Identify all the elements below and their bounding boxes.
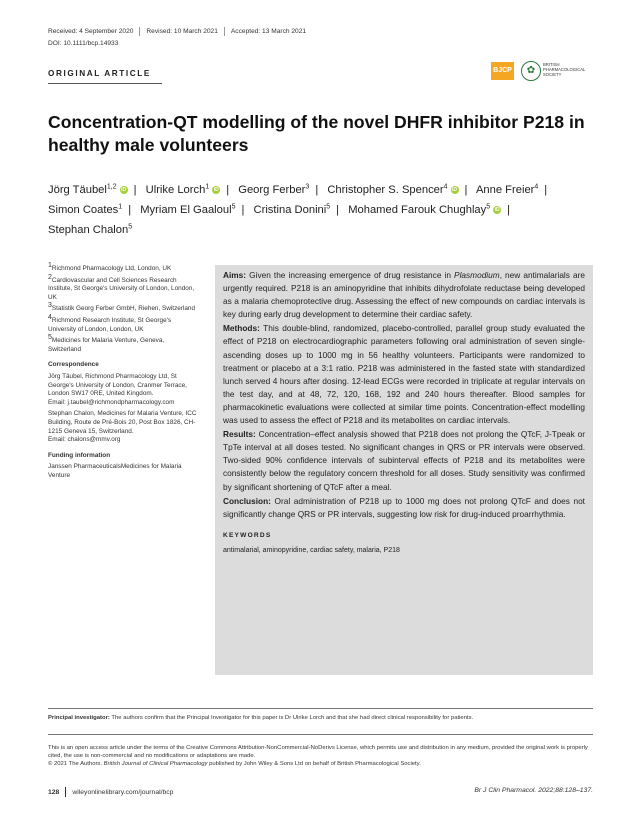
- article-type: ORIGINAL ARTICLE: [48, 69, 151, 78]
- divider: [48, 708, 593, 709]
- author-separator: |: [464, 184, 468, 196]
- author-separator: |: [336, 204, 340, 216]
- received-date: Received: 4 September 2020: [48, 28, 134, 36]
- page-footer: [48, 787, 593, 797]
- bps-logo-text: BRITISH PHARMACOLOGICAL SOCIETY: [543, 62, 586, 77]
- author: Christopher S. Spencer$^4$ iD: [327, 183, 458, 196]
- page-number: 128: [48, 788, 60, 796]
- journal-citation: Br J Clin Pharmacol. 2022;88:128–137.: [474, 787, 593, 794]
- author-separator: |: [128, 204, 132, 216]
- correspondence-email-2[interactable]: Email: chalons@mmv.org: [48, 436, 121, 444]
- bjcp-logo: BJCP: [491, 62, 514, 80]
- abstract-aims: Aims: Given the increasing emergence of drug resistance in Plasmodium, new antimalarials are urgently required. P218 is an aminopyridine that inhibits dihydrofolate reductase being developed as a malaria chemoprotective drug. Assessing the effect of new compounds on cardiac intervals is key during early drug development to determine their cardiac safety.: [223, 270, 585, 320]
- orcid-icon[interactable]: iD: [121, 187, 127, 194]
- correspondence-block-1: Jörg Täubel, Richmond Pharmacology Ltd, St George's University of London, Cranmer Terrace, London SW17 0RE, United Kingdom. Email: j.taubel@richmondpharmacology.com: [48, 372, 187, 406]
- affiliation: $^4$Richmond Research Institute, St George's University of London, London, UK: [48, 313, 172, 333]
- funding-text: Janssen PharmaceuticalsMedicines for Malaria Venture: [48, 463, 182, 479]
- correspondence-email-1[interactable]: Email: j.taubel@richmondpharmacology.com: [48, 398, 175, 406]
- author: Cristina Donini$^5$: [253, 203, 331, 216]
- author-separator: |: [544, 184, 548, 196]
- article-type-underline: [48, 83, 162, 84]
- author: Mohamed Farouk Chughlay$^5$ iD: [348, 203, 500, 216]
- principal-investigator-note: Principal investigator: The authors confirm that the Principal Investigator for this paper is Dr Ulrike Lorch and that she had direct clinical responsibility for patients.: [48, 715, 474, 721]
- author: Myriam El Gaaloul$^5$: [140, 203, 236, 216]
- author: Georg Ferber$^3$: [238, 183, 310, 196]
- divider: [48, 734, 593, 735]
- author-separator: |: [507, 204, 511, 216]
- keywords: antimalarial, aminopyridine, cardiac safety, malaria, P218: [223, 546, 400, 554]
- author-separator: |: [133, 184, 137, 196]
- abstract-box: [215, 265, 593, 675]
- orcid-icon[interactable]: iD: [452, 187, 458, 194]
- side-column: [48, 261, 198, 483]
- author: Simon Coates$^1$: [48, 203, 123, 216]
- abstract-results: Results: Concentration–effect analysis showed that P218 does not prolong the QTcF, J-Tpeak or TpTe interval at all doses tested. No significant changes in QRS or PR intervals were observed. Two-sided 90% confidence intervals of subinterval effects of P218 and its metabolites were consistently below the regulatory concern threshold for all doses. Study sensitivity was confirmed by significant shortening of QTcF after a meal.: [223, 429, 585, 492]
- doi[interactable]: DOI: 10.1111/bcp.14933: [48, 40, 119, 47]
- received-dates: [48, 27, 312, 36]
- author: Jörg Täubel$^{1,2}$ iD: [48, 183, 127, 196]
- affiliation: $^2$Cardiovascular and Cell Sciences Research Institute, St George's University of London, London, UK: [48, 273, 195, 301]
- orcid-icon[interactable]: iD: [213, 187, 219, 194]
- abstract-methods: Methods: This double-blind, randomized, placebo-controlled, parallel group study evaluated the effect of P218 on electrocardiographic parameters following oral administration of seven single-ascending doses up to 1000 mg in 56 healthy volunteers. Participants were randomized to treatment or placebo at a 3:1 ratio. P218 was administered in the fasted state with standardized lunch served 4 hours after dosing. 12-lead ECGs were recorded in triplicate at regular intervals on the test day, and at 48, 72, 120, 168, 192 and 240 hours thereafter. Blood samples for pharmacokinetic evaluations were collected at similar time points. Concentration-effect modelling was used to assess the effect of P218 and its metabolites on cardiac intervals.: [223, 323, 585, 426]
- correspondence-heading: Correspondence: [48, 361, 99, 369]
- affiliation: $^1$Richmond Pharmacology Ltd, London, UK: [48, 261, 172, 272]
- author: Anne Freier$^4$: [475, 183, 539, 196]
- funding-heading: Funding information: [48, 451, 111, 459]
- correspondence-block-2: Stephan Chalon, Medicines for Malaria Venture, ICC Building, Route de Pré-Bois 20, Post Box 1826, CH-1215 Geneva 15, Switzerland. Email: chalons@mmv.org: [48, 410, 197, 444]
- author: Stephan Chalon$^5$: [48, 223, 133, 236]
- author: Ulrike Lorch$^1$ iD: [145, 183, 219, 196]
- license-note: This is an open access article under the terms of the Creative Commons Attribution-NonCommercial-NoDerivs License, which permits use and distribution in any medium, provided the original work is properly cited, the use is non-commercial and no modifications or adaptations are made. © 2021 The Authors. British Journal of Clinical Pharmacology published by John Wiley & Sons Ltd on behalf of British Pharmacological Society.: [48, 745, 588, 768]
- abstract-conclusion: Conclusion: Oral administration of P218 up to 1000 mg does not prolong QTcF and does not significantly change QRS or PR intervals, suggesting low risk for drug-induced proarrhythmia.: [223, 495, 585, 519]
- article-title: Concentration-QT modelling of the novel DHFR inhibitor P218 in healthy male volunteers: [48, 112, 585, 155]
- author-separator: |: [315, 184, 319, 196]
- orcid-icon[interactable]: iD: [494, 207, 500, 214]
- affiliation: $^3$Statistik Georg Ferber GmbH, Riehen, Switzerland: [48, 302, 196, 313]
- affiliation: $^5$Medicines for Malaria Venture, Geneva, Switzerland: [48, 334, 165, 353]
- keywords-heading: KEYWORDS: [223, 531, 272, 539]
- journal-logos: [491, 60, 591, 82]
- accepted-date: Accepted: 13 March 2021: [230, 28, 307, 36]
- author-separator: |: [241, 204, 245, 216]
- revised-date: Revised: 10 March 2021: [146, 28, 218, 36]
- author-separator: |: [226, 184, 230, 196]
- affiliations: [48, 261, 198, 354]
- bps-logo-icon: ✿: [521, 61, 541, 81]
- author-list: [48, 180, 593, 240]
- journal-url[interactable]: wileyonlinelibrary.com/journal/bcp: [72, 788, 174, 796]
